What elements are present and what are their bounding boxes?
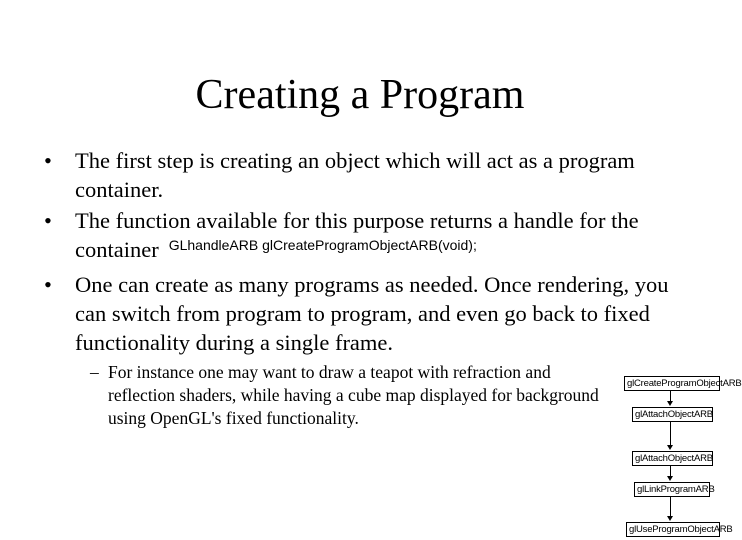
bullet-text: One can create as many programs as needed. Once rendering, you can switch from program to program, and even go back to fixed functionality during a single frame. bbox=[75, 272, 669, 355]
flow-step-attach: glAttachObjectARB bbox=[632, 451, 713, 466]
bullet-text bbox=[75, 206, 675, 267]
flow-arrow-icon bbox=[667, 401, 673, 406]
flow-arrow-icon bbox=[667, 445, 673, 450]
flow-step-attach: glAttachObjectARB bbox=[632, 407, 713, 422]
flow-step-create: glCreateProgramObjectARB bbox=[624, 376, 720, 391]
flow-step-link: glLinkProgramARB bbox=[634, 482, 710, 497]
sub-bullet-text: For instance one may want to draw a teapot with refraction and reflection shaders, while having a cube map displayed for background using OpenGL's fixed functionality. bbox=[108, 362, 599, 428]
flow-arrow-icon bbox=[667, 516, 673, 521]
bullet-text: The first step is creating an object which will act as a program container. bbox=[75, 148, 635, 202]
slide-title: Creating a Program bbox=[195, 72, 525, 118]
dash-icon: – bbox=[90, 362, 99, 382]
bullet-dot-icon: • bbox=[44, 208, 52, 233]
flow-connector bbox=[670, 421, 671, 447]
program-flow-diagram bbox=[620, 372, 742, 540]
flow-connector bbox=[670, 496, 671, 518]
bullet-text-content: The function available for this purpose returns a handle for the container bbox=[75, 208, 639, 262]
bullet-dot-icon: • bbox=[44, 148, 52, 173]
flow-arrow-icon bbox=[667, 476, 673, 481]
bullet-dot-icon: • bbox=[44, 272, 52, 297]
flow-step-use: glUseProgramObjectARB bbox=[626, 522, 720, 537]
code-snippet: GLhandleARB glCreateProgramObjectARB(void); bbox=[168, 237, 477, 253]
